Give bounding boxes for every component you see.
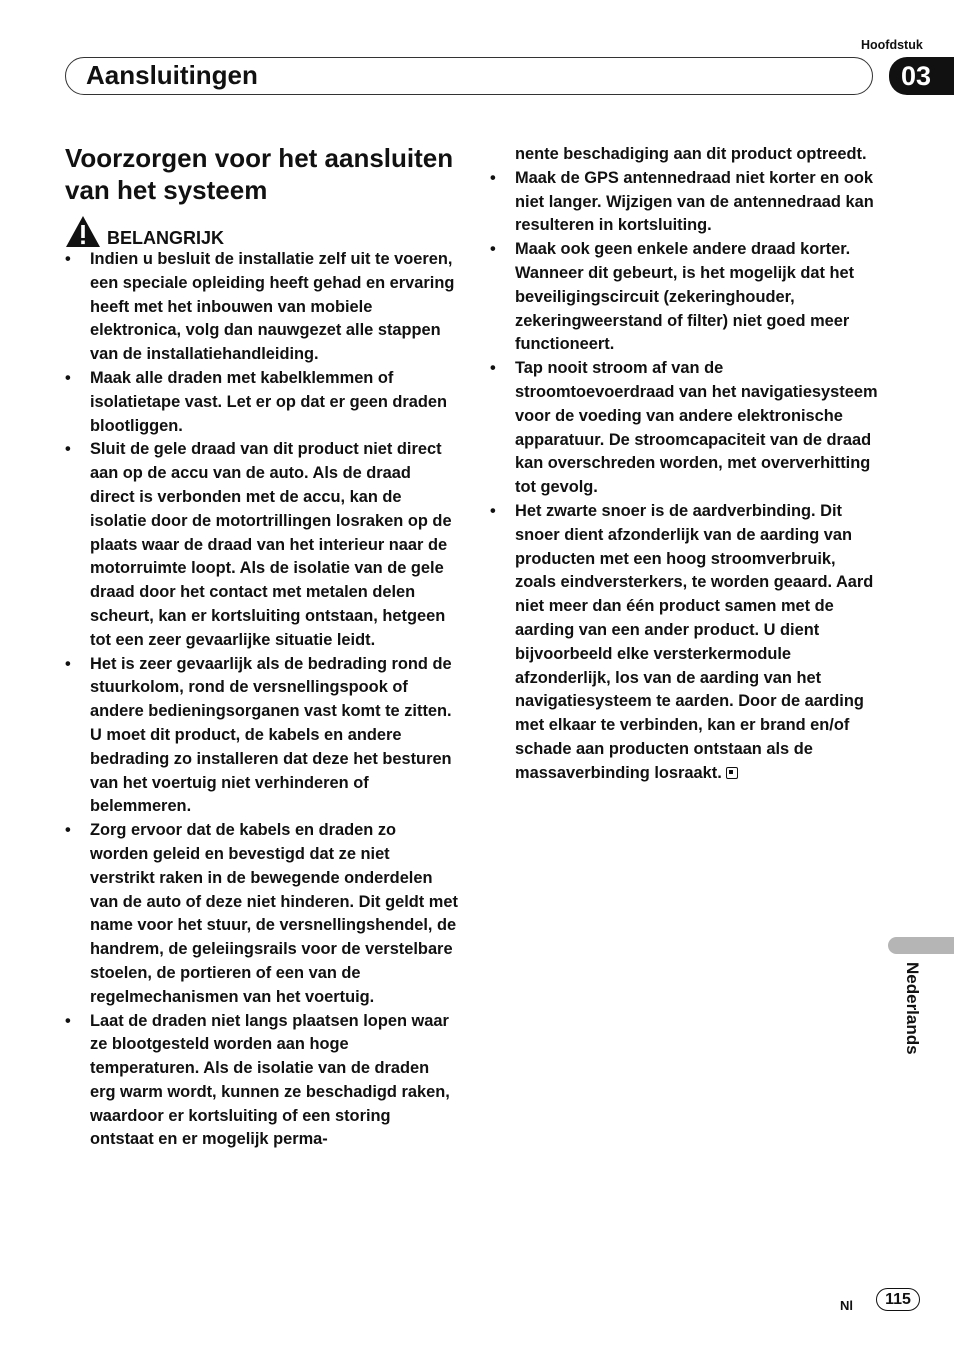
list-item: • Indien u besluit de installatie zelf uit te voeren, een speciale opleiding heeft gehad en ervaring heeft met het inbouwen van mobiele elektronica, volg dan nauwgezet alle stappen van de installatiehandleiding. bbox=[65, 248, 458, 367]
warning-triangle-icon bbox=[65, 215, 101, 248]
list-item: • Zorg ervoor dat de kabels en draden zo worden geleid en bevestigd dat ze niet verstrikt raken in de bewegende onderdelen van de auto of deze niet hinderen. Dit geldt met name voor het stuur, de versnellingshendel, de handrem, de geleiingsrails voor de verstelbare stoelen, de portieren of een van de regelmechanismen van het voertuig. bbox=[65, 819, 458, 1009]
chapter-number-badge: 03 bbox=[889, 57, 954, 95]
footer-language-code: Nl bbox=[840, 1298, 853, 1313]
right-column bbox=[490, 143, 880, 786]
end-mark-icon bbox=[726, 767, 738, 779]
header-bar bbox=[65, 57, 873, 95]
section-title: Voorzorgen voor het aansluiten van het systeem bbox=[65, 143, 454, 205]
list-item-last bbox=[490, 500, 880, 786]
list-item: • Tap nooit stroom af van de stroomtoevoerdraad van het navigatiesysteem voor de voeding van andere elektronische apparatuur. De stroomcapaciteit van de draad kan overschreden worden, met oververhitting tot gevolg. bbox=[490, 357, 880, 500]
left-column bbox=[65, 142, 458, 1152]
left-bullet-list bbox=[65, 248, 458, 1152]
list-item: • Laat de draden niet langs plaatsen lopen waar ze blootgesteld worden aan hoge temperaturen. Als de isolatie van de draden erg warm wordt, kunnen ze beschadigd raken, waardoor er kortsluiting of een storing ontstaat en er mogelijk perma- bbox=[65, 1010, 458, 1153]
list-item-continuation: nente beschadiging aan dit product optreedt. bbox=[515, 145, 867, 163]
list-item: • Maak ook geen enkele andere draad korter. Wanneer dit gebeurt, is het mogelijk dat het beveiligingscircuit (zekeringhouder, zekeringweerstand of filter) niet goed meer functioneert. bbox=[490, 238, 880, 357]
list-item-text: Het zwarte snoer is de aardverbinding. Dit snoer dient afzonderlijk van de aarding van producten met een hoog stroomverbruik, zoals eindversterkers, te worden geaard. Aard niet meer dan één product samen met de aarding van een ander product. U dient bijvoorbeeld elke versterkermodule afzonderlijk, los van de aarding van het navigatiesysteem te aarden. Door de aarding met elkaar te verbinden, kan er brand en/of schade aan producten ontstaan als de massaverbinding losraakt. bbox=[515, 501, 874, 782]
list-item: • Maak de GPS antennedraad niet korter en ook niet langer. Wijzigen van de antennedraad kan resulteren in kortsluiting. bbox=[490, 167, 880, 238]
chapter-label: Hoofdstuk bbox=[861, 38, 923, 52]
important-label: BELANGRIJK bbox=[107, 228, 225, 248]
page-number: 115 bbox=[876, 1288, 920, 1311]
list-item: • Maak alle draden met kabelklemmen of isolatietape vast. Let er op dat er geen draden blootliggen. bbox=[65, 367, 458, 438]
right-bullet-list bbox=[490, 167, 880, 786]
important-notice-header bbox=[65, 214, 458, 248]
language-label: Nederlands bbox=[903, 962, 922, 1055]
list-item: • Het is zeer gevaarlijk als de bedrading rond de stuurkolom, rond de versnellingspook of andere bedieningsorganen vast komt te zitten. U moet dit product, de kabels en andere bedrading zo installeren dat deze het besturen van het voertuig niet verhinderen of belemmeren. bbox=[65, 653, 458, 820]
language-tab bbox=[888, 937, 954, 954]
page-title: Aansluitingen bbox=[86, 60, 258, 90]
list-item: • Sluit de gele draad van dit product niet direct aan op de accu van de auto. Als de draad direct is verbonden met de accu, kan de isolatie door de motortrillingen losraken op de plaats waar de draad van het interieur naar de motorruimte loopt. Als de isolatie van de gele draad door het contact met metalen delen scheurt, kan er kortsluiting ontstaan, hetgeen tot een zeer gevaarlijke situatie leidt. bbox=[65, 438, 458, 652]
